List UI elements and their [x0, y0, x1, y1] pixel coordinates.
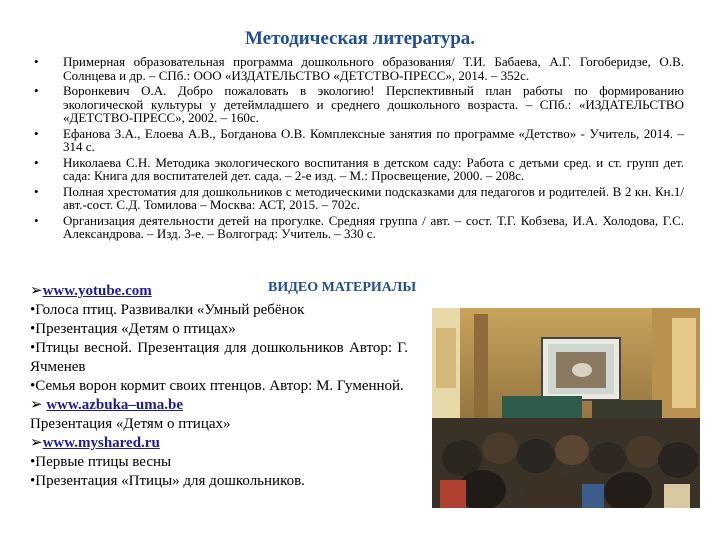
link-line	[30, 434, 408, 453]
reference-item: • Полная хрестоматия для дошкольников с методическими подсказками для педагогов и родителей. В 2 кн. Кн.1/авт.-сост. С.Д. Томилова – Москва: АСТ, 2015. – 702с.	[28, 185, 684, 212]
classroom-photo-graphic	[432, 308, 700, 508]
arrow-bullet-icon: ➢	[30, 283, 43, 299]
reference-item: • Воронкевич О.А. Добро пожаловать в экологию! Перспективный план работы по формированию экологической культуры у детеймладшего и среднего дошкольного возраста. – СПб.: «ИЗДАТЕЛЬСТВО «ДЕТСТВО-ПРЕСС», 2002. – 160с.	[28, 84, 684, 125]
video-section-title: ВИДЕО МАТЕРИАЛЫ	[268, 280, 417, 295]
video-item: Презентация «Детям о птицах»	[30, 416, 231, 432]
video-item: •Голоса птиц. Развивалки «Умный ребёнок	[30, 302, 305, 318]
page-title: Методическая литература.	[244, 28, 476, 49]
classroom-photo	[432, 308, 700, 508]
link-line	[30, 396, 408, 415]
reference-item: • Николаева С.Н. Методика экологического воспитания в детском саду: Работа с детьми сред. и ст. групп дет. сада: Книга для воспитателей дет. сада. – 2-е изд. – М.: Просвещение, 2000. – 208с.	[28, 156, 684, 183]
link-myshared[interactable]: www.myshared.ru	[42, 435, 160, 451]
arrow-bullet-icon: ➢	[30, 397, 43, 413]
reference-item: • Организация деятельности детей на прогулке. Средняя группа / авт. – сост. Т.Г. Кобзева, И.А. Холодова, Г.С. Александрова. – Изд. 3-е. – Волгоград: Учитель. – 330 с.	[28, 214, 684, 241]
video-item: •Птицы весной. Презентация для дошкольников Автор: Г. Ячменев	[30, 340, 408, 375]
reference-list	[28, 55, 684, 243]
video-item: •Первые птицы весны	[30, 454, 172, 470]
link-azbuka[interactable]: www.azbuka–uma.be	[46, 397, 184, 413]
video-list	[30, 282, 408, 491]
link-youtube[interactable]: www.yotube.com	[42, 283, 152, 299]
link-line	[30, 282, 408, 301]
arrow-bullet-icon: ➢	[30, 435, 43, 451]
video-item: •Семья ворон кормит своих птенцов. Автор: М. Гуменной.	[30, 378, 404, 394]
video-item: •Презентация «Детям о птицах»	[30, 321, 236, 337]
video-item: •Презентация «Птицы» для дошкольников.	[30, 473, 305, 489]
reference-item: • Ефанова З.А., Елоева А.В., Богданова О.В. Комплексные занятия по программе «Детство» - Учитель, 2014. – 314 с.	[28, 127, 684, 154]
reference-item: • Примерная образовательная программа дошкольного образования/ Т.И. Бабаева, А.Г. Гогоберидзе, О.В. Солнцева и др. – СПб.: ООО «ИЗДАТЕЛЬСТВО «ДЕТСТВО-ПРЕСС», 2014. – 352с.	[28, 55, 684, 82]
